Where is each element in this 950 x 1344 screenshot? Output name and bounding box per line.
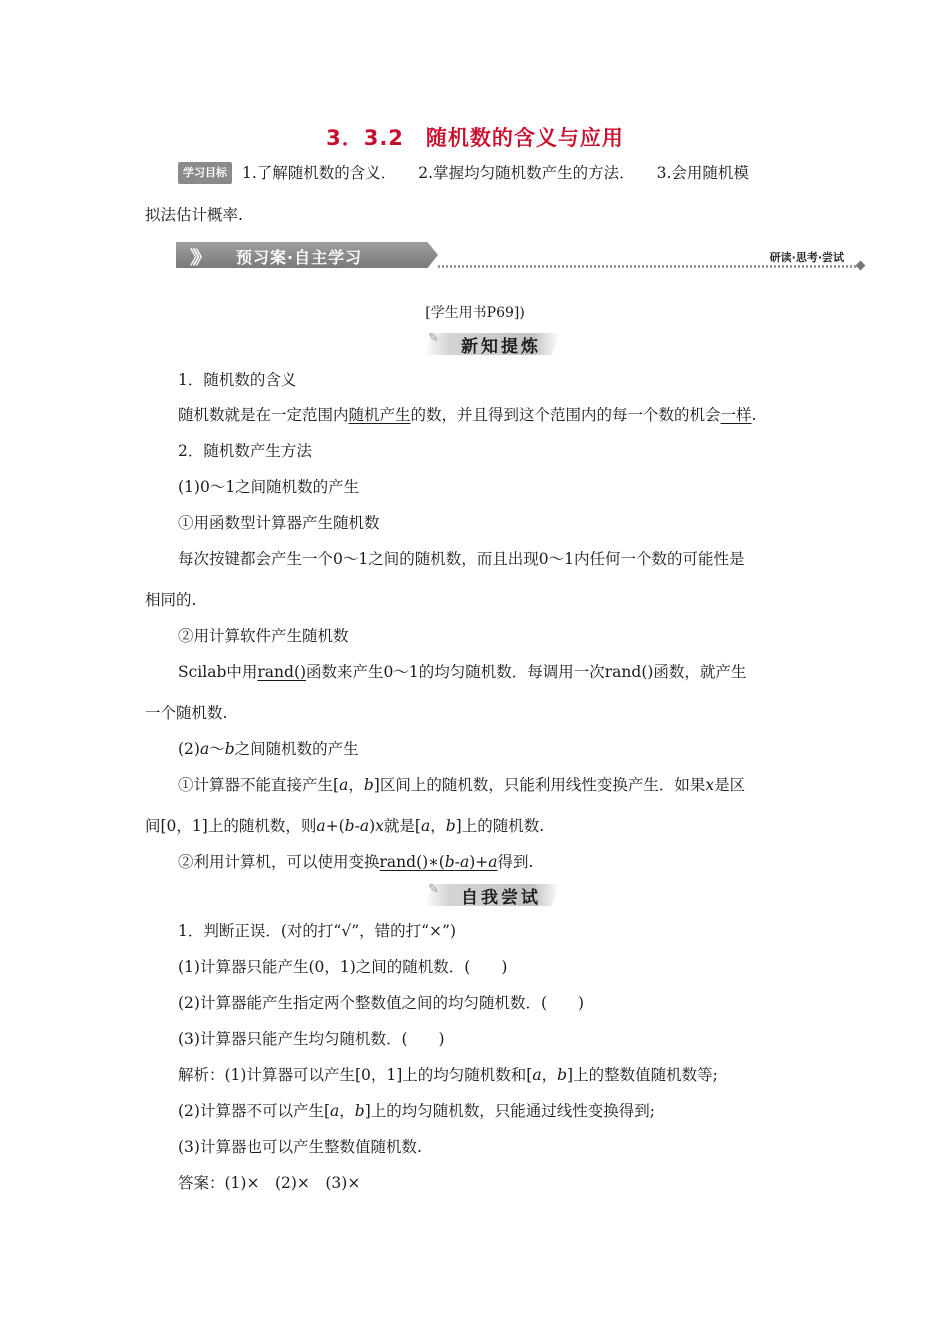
objective-3: 3.会用随机模 xyxy=(656,164,749,182)
preview-banner xyxy=(176,240,866,270)
exercise-item-1: (1)计算器只能产生(0，1)之间的随机数．( ) xyxy=(178,958,508,976)
subheading-1: (1)0～1之间随机数的产生 xyxy=(178,478,360,496)
method-3-text-cont: 间[0，1]上的随机数，则a+(b-a)x就是[a，b]上的随机数. xyxy=(145,817,545,835)
subheading-2: (2)a～b之间随机数的产生 xyxy=(178,740,359,758)
heading-2: 2．随机数产生方法 xyxy=(178,442,312,460)
banner-title: 预习案·自主学习 xyxy=(236,248,363,267)
exercise-item-3: (3)计算器只能产生均匀随机数．( ) xyxy=(178,1030,445,1048)
objectives-continuation: 拟法估计概率. xyxy=(145,206,243,224)
method-2-title: ②用计算软件产生随机数 xyxy=(178,627,349,645)
analysis-1: 解析：(1)计算器可以产生[0，1]上的均匀随机数和[a，b]上的整数值随机数等; xyxy=(178,1066,718,1084)
section-header-new-knowledge: ✎ 新知提炼 xyxy=(424,329,560,357)
diamond-icon xyxy=(856,261,866,271)
analysis-2: (2)计算器不可以产生[a，b]上的均匀随机数，只能通过线性变换得到; xyxy=(178,1102,655,1120)
heading-1: 1．随机数的含义 xyxy=(178,371,297,389)
book-reference: [学生用书P69]) xyxy=(425,305,525,321)
paragraph-1: 随机数就是在一定范围内随机产生的数，并且得到这个范围内的每一个数的机会一样. xyxy=(178,406,757,424)
banner-subtitle: 研读·思考·尝试 xyxy=(769,251,844,264)
section-header-self-try: ✎ 自我尝试 xyxy=(424,880,560,908)
banner-divider xyxy=(438,265,856,268)
objective-2: 2.掌握均匀随机数产生的方法． xyxy=(418,164,635,182)
analysis-3: (3)计算器也可以产生整数值随机数. xyxy=(178,1138,422,1156)
objectives-badge: 学习目标 xyxy=(178,162,232,184)
pencil-icon: ✎ xyxy=(428,882,439,897)
method-2-text-cont: 一个随机数. xyxy=(145,704,228,722)
method-3-text: ①计算器不能直接产生[a，b]区间上的随机数，只能利用线性变换产生．如果x是区 xyxy=(178,776,746,794)
answer-line: 答案：(1)× (2)× (3)× xyxy=(178,1174,361,1192)
exercise-question: 1．判断正误．(对的打“√”，错的打“×”) xyxy=(178,922,457,940)
objectives-line xyxy=(178,162,749,184)
objective-1: 1.了解随机数的含义． xyxy=(242,164,397,182)
pencil-icon: ✎ xyxy=(428,331,439,346)
chevron-icon: 》》 xyxy=(190,248,205,269)
method-1-title: ①用函数型计算器产生随机数 xyxy=(178,514,380,532)
exercise-item-2: (2)计算器能产生指定两个整数值之间的均匀随机数．( ) xyxy=(178,994,585,1012)
method-1-text-cont: 相同的. xyxy=(145,591,197,609)
page-title: 3．3.2 随机数的含义与应用 xyxy=(326,126,624,150)
method-1-text: 每次按键都会产生一个0～1之间的随机数，而且出现0～1内任何一个数的可能性是 xyxy=(178,550,745,568)
method-2-text: Scilab中用rand()函数来产生0～1的均匀随机数．每调用一次rand()函数，就产生 xyxy=(178,663,747,681)
method-4-text: ②利用计算机，可以使用变换rand()∗(b-a)+a得到. xyxy=(178,853,534,871)
